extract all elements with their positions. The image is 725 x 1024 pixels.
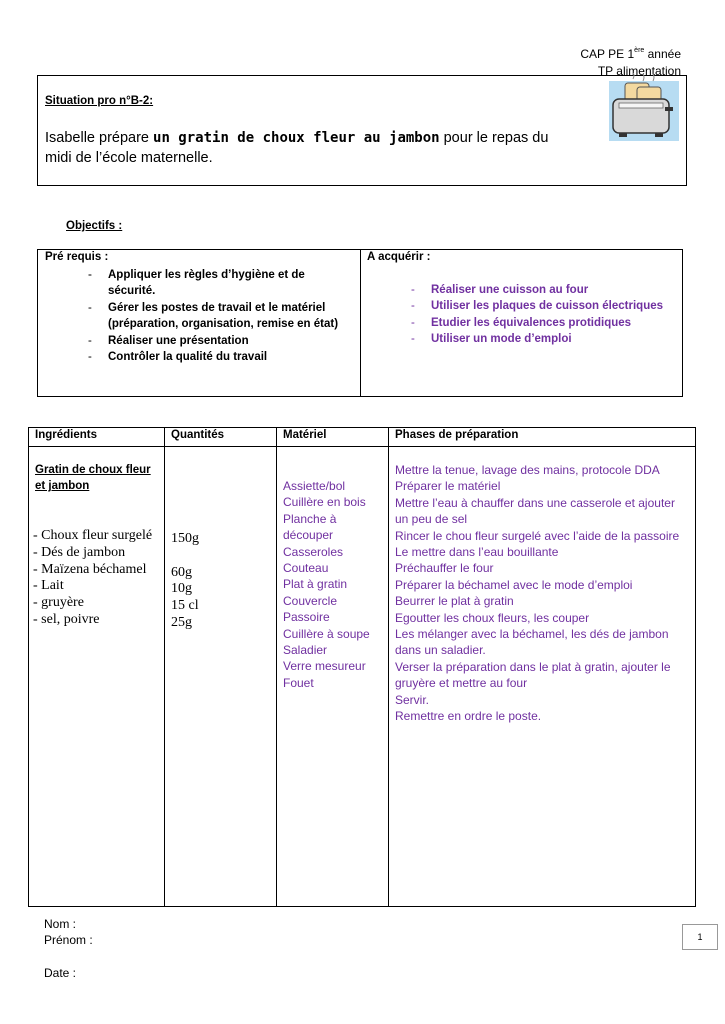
acquerir-item: - Utiliser les plaques de cuisson électriques (410, 298, 682, 314)
ingredient-item: - Choux fleur surgelé (33, 528, 153, 543)
course-label: CAP PE 1ère année (580, 47, 681, 61)
materiel-item: Fouet (283, 675, 314, 690)
column-divider (388, 427, 389, 907)
column-divider (164, 427, 165, 907)
situation-text: Isabelle prépare un gratin de choux fleur au jambon pour le repas du midi de l’école maternelle. (45, 130, 549, 166)
materiel-item: Saladier (283, 643, 328, 658)
phase-step: Mettre l’eau à chauffer dans une casserole et ajouter un peu de sel (395, 495, 675, 527)
materiel-item: Cuillère à soupe (283, 626, 370, 641)
column-header-ingredients: Ingrédients (35, 429, 97, 441)
phases-list (395, 462, 690, 725)
column-header-materiel: Matériel (283, 429, 327, 441)
phase-step: Servir. (395, 692, 430, 707)
ingredients-list (33, 528, 163, 629)
prerequis-item: - Contrôler la qualité du travail (87, 349, 352, 365)
materiel-item: Casseroles (283, 544, 344, 559)
ingredient-item: - gruyère (33, 595, 84, 611)
objectifs-title: Objectifs : (66, 220, 123, 232)
objectifs-divider (360, 249, 361, 397)
materiel-item: Assiette/bol (283, 479, 346, 493)
phase-step: Mettre la tenue, lavage des mains, protocole DDA (395, 463, 660, 477)
page-number: 1 (682, 924, 718, 950)
quantity-item: 60g (171, 564, 192, 580)
ingredient-item: - Dés de jambon (33, 544, 126, 560)
quantity-item (171, 548, 199, 565)
acquerir-item: - Etudier les équivalences protidiques (410, 315, 682, 331)
phase-step: Beurrer le plat à gratin (395, 594, 514, 609)
phase-step: Préchauffer le four (395, 561, 494, 576)
situation-label: Situation pro n°B-2: (45, 95, 154, 107)
materiel-item: Passoire (283, 610, 330, 625)
prerequis-title: Pré requis : (45, 251, 109, 263)
phase-step: Remettre en ordre le poste. (395, 709, 542, 724)
acquerir-item: - Utiliser un mode d’emploi (410, 331, 682, 347)
ingredient-item: - Maïzena béchamel (33, 561, 147, 577)
acquerir-list (410, 282, 682, 348)
column-header-phases: Phases de préparation (395, 429, 519, 441)
date-label: Date : (44, 965, 77, 980)
phase-step: Les mélanger avec la béchamel, les dés de jambon dans un saladier. (395, 627, 669, 658)
prerequis-item: - Appliquer les règles d’hygiène et de sécurité. (87, 267, 352, 300)
materiel-item: Planche à découper (283, 511, 337, 543)
ingredient-item: - Lait (33, 578, 64, 594)
ingredient-item: - sel, poivre (33, 611, 100, 627)
phase-step: Rincer le chou fleur surgelé avec l’aide de la passoire (395, 528, 680, 543)
prerequis-item: - Réaliser une présentation (87, 333, 352, 349)
materiel-item: Couvercle (283, 593, 338, 608)
course-subtitle: TP alimentation (597, 64, 681, 78)
acquerir-title: A acquérir : (367, 251, 431, 263)
phase-step: Préparer le matériel (395, 479, 501, 494)
column-header-quantities: Quantités (171, 429, 225, 441)
table-header-divider (28, 446, 696, 447)
materiel-item: Couteau (283, 561, 329, 576)
materiel-item: Plat à gratin (283, 577, 348, 592)
quantity-item: 15 cl (171, 598, 199, 614)
prerequis-list (87, 267, 352, 365)
nom-label: Nom : (44, 917, 77, 931)
prerequis-item: - Gérer les postes de travail et le matériel (préparation, organisation, remise en état) (87, 300, 352, 333)
recipe-title: Gratin de choux fleur et jambon (35, 464, 151, 493)
column-divider (276, 427, 277, 907)
quantity-item: 10g (171, 581, 192, 597)
materiel-item: Verre mesureur (283, 659, 366, 674)
toaster-icon (603, 73, 683, 147)
quantity-item: 25g (171, 614, 192, 630)
materiel-item: Cuillère en bois (283, 495, 366, 510)
phase-step: Préparer la béchamel avec le mode d’emploi (395, 577, 633, 592)
phase-step: Le mettre dans l’eau bouillante (395, 545, 559, 560)
spacer (44, 949, 93, 965)
student-info (44, 916, 93, 981)
prenom-label: Prénom : (44, 933, 93, 948)
materiel-list (283, 478, 388, 691)
quantities-list (171, 531, 199, 632)
acquerir-item: - Réaliser une cuisson au four (410, 282, 682, 298)
phase-step: Egoutter les choux fleurs, les couper (395, 610, 590, 625)
phase-step: Verser la préparation dans le plat à gratin, ajouter le gruyère et mettre au four (395, 659, 671, 691)
quantity-item: 150g (171, 531, 199, 546)
